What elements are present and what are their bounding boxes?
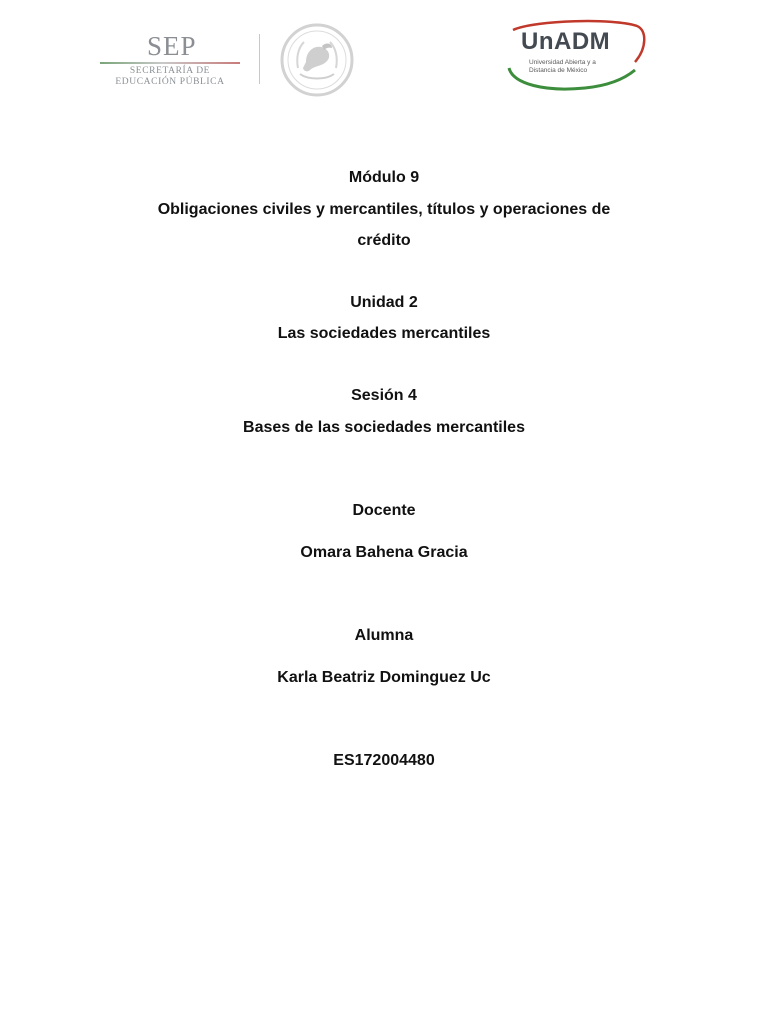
module-title-line1: Obligaciones civiles y mercantiles, títulos y operaciones de [157, 201, 611, 218]
unadm-logo-line2: Distancia de México [529, 67, 588, 74]
session-heading: Sesión 4 [351, 387, 417, 404]
unadm-logo-line1: Universidad Abierta y a [529, 59, 596, 66]
student-label: Alumna [354, 627, 414, 644]
module-title-line2: crédito [357, 232, 411, 249]
sep-logo-line1: SECRETARÍA DE [129, 66, 211, 76]
student-id: ES172004480 [333, 752, 435, 769]
session-title: Bases de las sociedades mercantiles [243, 419, 525, 436]
unit-title: Las sociedades mercantiles [277, 325, 491, 342]
sep-logo [100, 28, 250, 90]
teacher-label: Docente [352, 502, 416, 519]
sep-logo-line2: EDUCACIÓN PÚBLICA [115, 77, 225, 87]
coat-of-arms-icon [276, 22, 358, 98]
teacher-name: Omara Bahena Gracia [300, 544, 468, 561]
page-header [0, 0, 768, 120]
sep-logo-stripe [100, 62, 240, 64]
student-name: Karla Beatriz Dominguez Uc [277, 669, 491, 686]
logo-divider [259, 34, 260, 84]
unit-heading: Unidad 2 [350, 294, 418, 311]
module-heading: Módulo 9 [348, 169, 420, 186]
unadm-logo [505, 18, 650, 96]
unadm-logo-word: UnADM [521, 28, 611, 55]
sep-logo-word: SEP [147, 31, 197, 61]
